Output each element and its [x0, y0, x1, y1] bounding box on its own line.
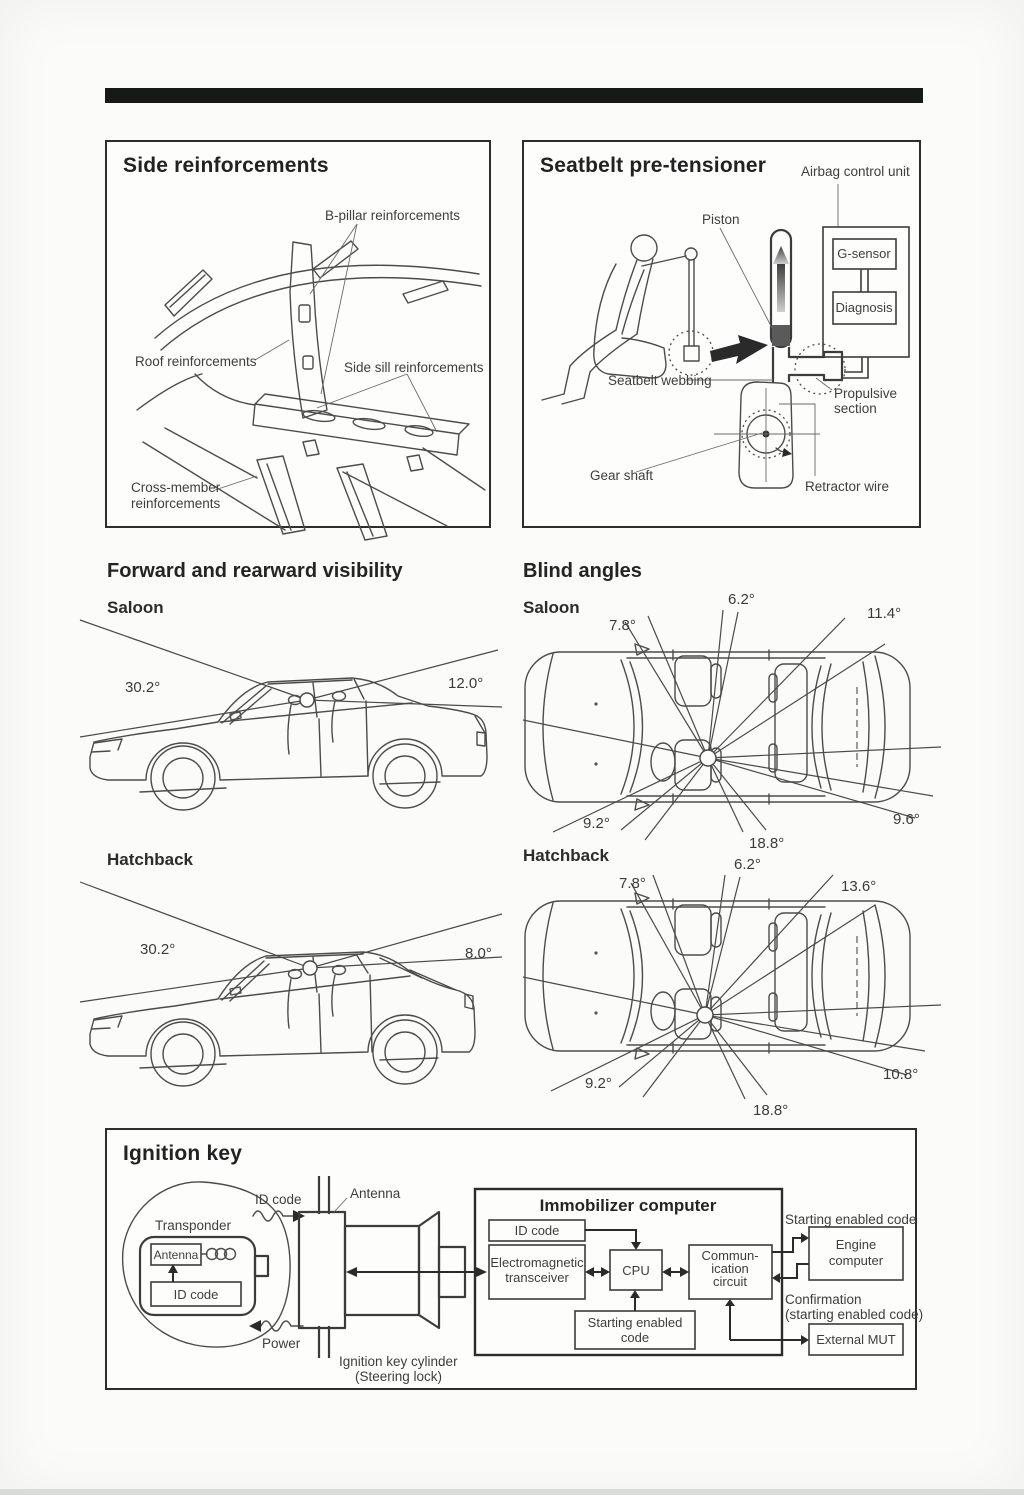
hatchback-forward-angle: 30.2° [140, 941, 176, 958]
label-comm-3: circuit [713, 1274, 747, 1289]
panel-title: Seatbelt pre-tensioner [540, 154, 767, 177]
hatchback-rearward-angle: 8.0° [465, 945, 492, 962]
label-cylinder-1: Ignition key cylinder [339, 1354, 458, 1369]
label-propulsive-2: section [834, 401, 877, 416]
blind-saloon-label: Saloon [523, 598, 580, 617]
piston-charge [772, 325, 790, 346]
eye-point [700, 750, 716, 766]
label-cross-member-2: reinforcements [131, 496, 221, 511]
side-reinforcements-panel [105, 140, 491, 528]
label-transponder: Transponder [155, 1218, 232, 1233]
visibility-saloon-diagram [80, 592, 520, 850]
saloon-forward-angle: 30.2° [125, 679, 161, 696]
label-confirmation-2: (starting enabled code) [785, 1307, 924, 1322]
saloon-blind-a1: 7.8° [609, 617, 636, 634]
label-starting-box-1: Starting enabled [587, 1315, 683, 1330]
label-propulsive-1: Propulsive [834, 386, 898, 401]
label-gear-shaft: Gear shaft [590, 468, 654, 483]
visibility-section-title: Forward and rearward visibility [107, 560, 403, 582]
label-starting-enabled-code: Starting enabled code [785, 1212, 917, 1227]
visibility-hatchback-label: Hatchback [107, 850, 193, 869]
immobilizer-computer [475, 1189, 782, 1355]
panel-title: Ignition key [123, 1142, 243, 1165]
panel-title: Side reinforcements [123, 154, 329, 177]
hatchback-blind-a6: 10.8° [883, 1066, 919, 1083]
airbag-control-unit [823, 184, 909, 357]
blind-hatchback-label: Hatchback [523, 846, 609, 865]
signal-arrows [249, 1192, 305, 1351]
saloon-blind-a2: 6.2° [728, 591, 755, 608]
label-engine-2: computer [828, 1253, 884, 1268]
label-external-mut: External MUT [816, 1332, 896, 1347]
visibility-saloon-label: Saloon [107, 598, 164, 617]
saloon-side-view [90, 678, 487, 810]
label-diagnosis: Diagnosis [835, 300, 893, 315]
webbing-detail-circle [669, 331, 713, 375]
label-id-code-chip: ID code [173, 1287, 219, 1302]
hatchback-blind-a3: 13.6° [841, 878, 877, 895]
saloon-blind-lines [523, 610, 941, 840]
label-retractor-wire: Retractor wire [805, 479, 890, 494]
piston-arrow [773, 246, 789, 264]
page-bottom-edge [0, 1489, 1024, 1495]
hatchback-blind-a4: 9.2° [585, 1075, 612, 1092]
saloon-blind-a5: 18.8° [749, 835, 785, 852]
ignition-key-diagram [107, 1130, 924, 1388]
label-g-sensor: G-sensor [837, 246, 891, 261]
saloon-blind-a4: 9.2° [583, 815, 610, 832]
ignition-key-panel [105, 1128, 924, 1390]
label-airbag-control-unit: Airbag control unit [801, 164, 910, 179]
saloon-rearward-angle: 12.0° [448, 675, 484, 692]
ignition-cylinder [299, 1176, 465, 1384]
label-comm-2: ication [711, 1261, 749, 1276]
label-cross-member-1: Cross-member [131, 480, 221, 495]
saloon-blind-a6: 9.6° [893, 811, 920, 828]
label-b-pillar: B-pillar reinforcements [325, 208, 461, 223]
label-id-code-box: ID code [514, 1223, 560, 1238]
label-antenna: Antenna [350, 1186, 401, 1201]
seatbelt-pretensioner-diagram [524, 142, 919, 526]
hatchback-blind-lines [523, 875, 941, 1099]
immobilizer-title: Immobilizer computer [539, 1196, 717, 1215]
hatchback-blind-a1: 7.8° [619, 875, 646, 892]
label-cylinder-2: (Steering lock) [355, 1369, 443, 1384]
top-rule-bar [105, 88, 923, 103]
blind-angles-section-title: Blind angles [523, 560, 642, 582]
visibility-hatchback-diagram [80, 872, 520, 1122]
hatchback-blind-a5: 18.8° [753, 1102, 789, 1119]
eye-point [697, 1007, 713, 1023]
external-connections [725, 1212, 923, 1355]
saloon-blind-a3: 11.4° [867, 605, 902, 622]
label-seatbelt-webbing: Seatbelt webbing [608, 373, 712, 388]
label-side-sill: Side sill reinforcements [344, 360, 484, 375]
label-roof: Roof reinforcements [135, 354, 257, 369]
seatbelt-pretensioner-panel [522, 140, 921, 528]
label-transceiver-1: Electromagnetic [490, 1255, 584, 1270]
label-engine-1: Engine [835, 1237, 877, 1252]
label-id-code-signal: ID code [255, 1192, 302, 1207]
force-arrow [710, 335, 768, 364]
label-cpu: CPU [622, 1263, 650, 1278]
label-power: Power [262, 1336, 301, 1351]
label-comm-1: Commun- [701, 1248, 759, 1263]
label-piston: Piston [702, 212, 740, 227]
eye-point [300, 693, 314, 707]
hatchback-blind-a2: 6.2° [734, 856, 761, 873]
side-reinforcements-diagram [107, 142, 489, 526]
blind-saloon-diagram [523, 592, 941, 854]
label-confirmation-1: Confirmation [785, 1292, 862, 1307]
blind-hatchback-diagram [523, 855, 941, 1123]
eye-point [303, 961, 317, 975]
label-starting-box-2: code [620, 1330, 650, 1345]
label-antenna-chip: Antenna [153, 1248, 199, 1262]
label-transceiver-2: transceiver [505, 1270, 569, 1285]
